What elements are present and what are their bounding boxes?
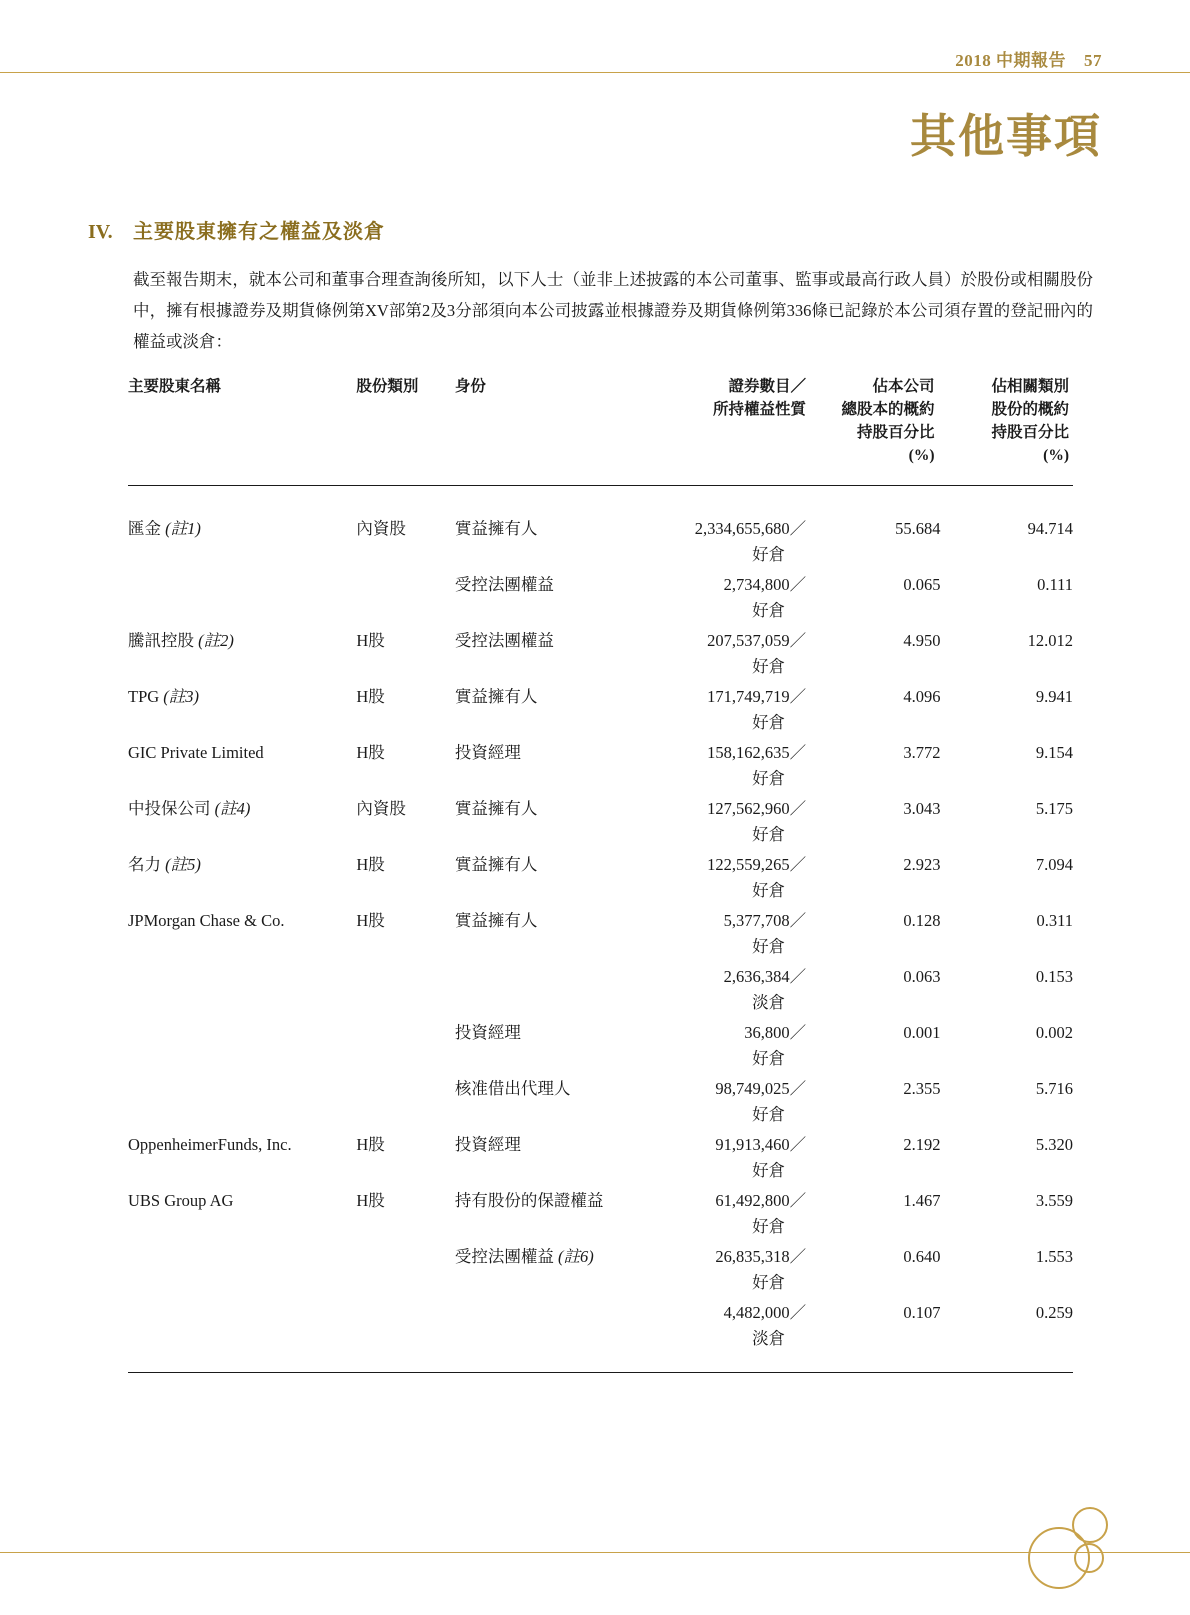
securities-number: 91,913,460／ [715,1135,807,1154]
cell-share-class: H股 [356,911,385,930]
securities-number: 127,562,960／ [707,799,807,818]
cell-share-class: H股 [356,1191,385,1210]
cell-pct-total: 0.640 [903,1247,941,1266]
cell-pct-total: 2.355 [903,1079,941,1098]
col-header-pct-class-line1: 佔相關類別 [991,378,1069,395]
shareholder-name-text: JPMorgan Chase & Co. [128,911,285,930]
cell-shareholder-name [128,1242,356,1298]
position-type: 好倉 [752,1105,786,1124]
cell-share-class [356,1018,455,1074]
cell-share-class [356,570,455,626]
table-row [128,1186,1073,1242]
shareholder-name-text: 中投保公司 [128,799,211,818]
cell-pct-total: 4.950 [903,631,941,650]
table-row [128,514,1073,570]
position-type: 好倉 [752,825,786,844]
table-row [128,906,1073,962]
cell-shareholder-name [128,1130,356,1186]
cell-shareholder-name [128,570,356,626]
cell-securities [647,962,806,1018]
cell-pct-total: 0.107 [903,1303,941,1322]
cell-pct-total: 55.684 [895,519,941,538]
cell-securities [647,1130,806,1186]
col-header-pct-total-line1: 佔本公司 [872,378,935,395]
capacity-text: 投資經理 [454,1023,521,1042]
cell-pct-total: 0.063 [903,967,941,986]
cell-share-class [356,1298,455,1354]
securities-number: 171,749,719／ [707,687,807,706]
col-header-pct-total-line3: 持股百分比 [856,424,935,441]
capacity-text: 實益擁有人 [454,855,538,874]
position-type: 好倉 [752,769,786,788]
position-type: 好倉 [752,1049,786,1068]
table-foot-spacer [128,1354,1073,1373]
shareholder-name-text: 匯金 [128,519,161,538]
cell-securities [647,1018,806,1074]
position-type: 淡倉 [752,1329,786,1348]
cell-securities [647,794,806,850]
securities-number: 2,734,800／ [723,575,807,594]
col-header-securities [647,375,806,486]
securities-number: 4,482,000／ [723,1303,807,1322]
section-heading [88,215,1098,244]
table-head-spacer [128,486,1073,514]
capacity-text: 受控法團權益 [454,1247,554,1266]
table-row [128,1298,1073,1354]
cell-capacity [455,906,647,962]
shareholder-name-text: OppenheimerFunds, Inc. [128,1135,292,1154]
cell-shareholder-name [128,1298,356,1354]
cell-securities [647,1242,806,1298]
cell-securities [647,1074,806,1130]
position-type: 好倉 [752,713,786,732]
securities-number: 122,559,265／ [707,855,807,874]
shareholder-name-text: 名力 [128,855,161,874]
cell-shareholder-name [128,1074,356,1130]
shareholder-note-ref: (註1) [161,519,201,538]
position-type: 淡倉 [752,993,786,1012]
table-row [128,1130,1073,1186]
shareholder-note-ref: (註2) [194,631,234,650]
table-row [128,682,1073,738]
cell-share-class [356,1242,455,1298]
col-header-securities-line2: 所持權益性質 [713,401,807,418]
cell-shareholder-name [128,962,356,1018]
securities-number: 207,537,059／ [707,631,807,650]
page-header [955,46,1102,71]
shareholder-note-ref: (註3) [159,687,200,706]
section-paragraph: 截至報告期末，就本公司和董事合理查詢後所知，以下人士（並非上述披露的本公司董事、監事或最高行政人員）於股份或相關股份中，擁有根據證券及期貨條例第XV部第2及3分部須向本公司披露並根據證券及期貨條例第336條已記錄於本公司須存置的登記冊內的權益或淡倉： [133,270,1093,351]
col-header-pct-class-line2: 股份的概約 [991,401,1069,418]
capacity-text: 受控法團權益 [454,631,554,650]
header-report-label: 2018 中期報告 [955,51,1066,70]
shareholder-note-ref: (註4) [210,799,251,818]
capacity-text: 實益擁有人 [454,799,538,818]
header-divider [0,72,1190,73]
table-bottom-rule [128,1373,1073,1374]
position-type: 好倉 [752,1217,786,1236]
cell-pct-class: 5.320 [1035,1135,1073,1154]
cell-pct-class: 3.559 [1035,1191,1073,1210]
cell-pct-class: 1.553 [1035,1247,1073,1266]
col-header-share-class: 股份類別 [356,378,419,395]
position-type: 好倉 [752,937,786,956]
cell-capacity [455,1186,647,1242]
table-row [128,570,1073,626]
cell-pct-total: 0.001 [903,1023,941,1042]
cell-share-class: H股 [356,631,385,650]
footer-divider [0,1552,1190,1553]
cell-shareholder-name [128,626,356,682]
securities-number: 98,749,025／ [715,1079,807,1098]
capacity-text: 投資經理 [454,743,521,762]
cell-capacity [455,1018,647,1074]
page-title: 其他事項 [910,111,1102,162]
cell-share-class: H股 [356,743,385,762]
table-row [128,962,1073,1018]
cell-share-class: 內資股 [356,799,406,818]
position-type: 好倉 [752,657,786,676]
cell-capacity [455,962,647,1018]
cell-pct-total: 0.065 [903,575,941,594]
cell-pct-total: 1.467 [903,1191,941,1210]
cell-capacity [455,1074,647,1130]
cell-share-class [356,1074,455,1130]
capacity-text: 核准借出代理人 [454,1079,571,1098]
cell-capacity [455,794,647,850]
capacity-note-ref: (註6) [553,1247,594,1266]
capacity-text: 實益擁有人 [454,911,538,930]
position-type: 好倉 [752,1273,786,1292]
cell-capacity [455,682,647,738]
cell-pct-total: 3.772 [903,743,941,762]
capacity-text: 實益擁有人 [454,687,538,706]
cell-shareholder-name [128,1018,356,1074]
col-header-pct-class-line3: 持股百分比 [991,424,1069,441]
cell-securities [647,626,806,682]
capacity-text: 持有股份的保證權益 [454,1191,604,1210]
cell-shareholder-name [128,794,356,850]
table-row [128,626,1073,682]
securities-number: 36,800／ [744,1023,807,1042]
cell-capacity [455,850,647,906]
cell-capacity [455,626,647,682]
col-header-securities-line1: 證券數目／ [728,378,807,395]
col-header-shareholder-name: 主要股東名稱 [128,378,222,395]
cell-pct-class: 7.094 [1035,855,1073,874]
cell-pct-class: 9.154 [1035,743,1073,762]
substantial-shareholders-table [128,375,1073,1373]
cell-securities [647,850,806,906]
securities-number: 26,835,318／ [715,1247,807,1266]
table-row [128,850,1073,906]
cell-securities [647,1298,806,1354]
cell-share-class: H股 [356,1135,385,1154]
cell-securities [647,738,806,794]
position-type: 好倉 [752,1161,786,1180]
cell-pct-class: 0.153 [1035,967,1073,986]
cell-shareholder-name [128,514,356,570]
cell-capacity [455,514,647,570]
section-number: IV. [88,221,113,243]
position-type: 好倉 [752,601,786,620]
col-header-pct-total-line4: (%) [908,447,935,464]
table-row [128,1074,1073,1130]
cell-share-class: 內資股 [356,519,406,538]
cell-pct-class: 0.311 [1036,911,1073,930]
cell-pct-class: 5.716 [1035,1079,1073,1098]
capacity-text: 實益擁有人 [454,519,538,538]
cell-capacity [455,738,647,794]
cell-securities [647,570,806,626]
capacity-text: 受控法團權益 [454,575,554,594]
cell-capacity [455,570,647,626]
cell-share-class: H股 [356,855,385,874]
securities-number: 158,162,635／ [707,743,807,762]
cell-shareholder-name [128,906,356,962]
cell-pct-class: 94.714 [1027,519,1073,538]
cell-shareholder-name [128,1186,356,1242]
table-row [128,1242,1073,1298]
cell-share-class [356,962,455,1018]
cell-securities [647,1186,806,1242]
company-logo-icon [1028,1507,1118,1597]
shareholder-name-text: GIC Private Limited [128,743,264,762]
cell-pct-class: 0.259 [1035,1303,1073,1322]
cell-pct-class: 0.002 [1035,1023,1073,1042]
shareholder-name-text: UBS Group AG [128,1191,234,1210]
cell-securities [647,906,806,962]
cell-shareholder-name [128,738,356,794]
cell-pct-total: 2.923 [903,855,941,874]
shareholder-name-text: 騰訊控股 [128,631,194,650]
cell-pct-class: 0.111 [1037,575,1073,594]
shareholder-note-ref: (註5) [161,855,201,874]
cell-pct-class: 5.175 [1035,799,1073,818]
table-row [128,1018,1073,1074]
cell-shareholder-name [128,850,356,906]
position-type: 好倉 [752,881,786,900]
cell-securities [647,682,806,738]
table-row [128,738,1073,794]
cell-pct-class: 12.012 [1027,631,1073,650]
cell-pct-total: 0.128 [903,911,941,930]
col-header-pct-class-line4: (%) [1043,447,1069,464]
cell-pct-total: 2.192 [903,1135,941,1154]
col-header-pct-total-line2: 總股本的概約 [841,401,935,418]
col-header-capacity: 身份 [454,378,486,395]
cell-capacity [455,1242,647,1298]
table-body [128,514,1073,1354]
cell-capacity [455,1130,647,1186]
securities-number: 5,377,708／ [723,911,807,930]
securities-number: 2,334,655,680／ [694,519,807,538]
col-header-pct-class [941,375,1074,486]
capacity-text: 投資經理 [454,1135,521,1154]
cell-pct-total: 3.043 [903,799,941,818]
header-page-number: 57 [1084,51,1102,70]
section-title: 主要股東擁有之權益及淡倉 [133,221,385,243]
shareholder-name-text: TPG [128,687,160,706]
cell-capacity [455,1298,647,1354]
col-header-pct-total [806,375,940,486]
securities-number: 61,492,800／ [715,1191,807,1210]
cell-share-class: H股 [356,687,385,706]
position-type: 好倉 [752,545,786,564]
cell-securities [647,514,806,570]
cell-shareholder-name [128,682,356,738]
section-block [88,215,1098,357]
table-row [128,794,1073,850]
cell-pct-class: 9.941 [1035,687,1073,706]
securities-number: 2,636,384／ [723,967,807,986]
cell-pct-total: 4.096 [903,687,941,706]
